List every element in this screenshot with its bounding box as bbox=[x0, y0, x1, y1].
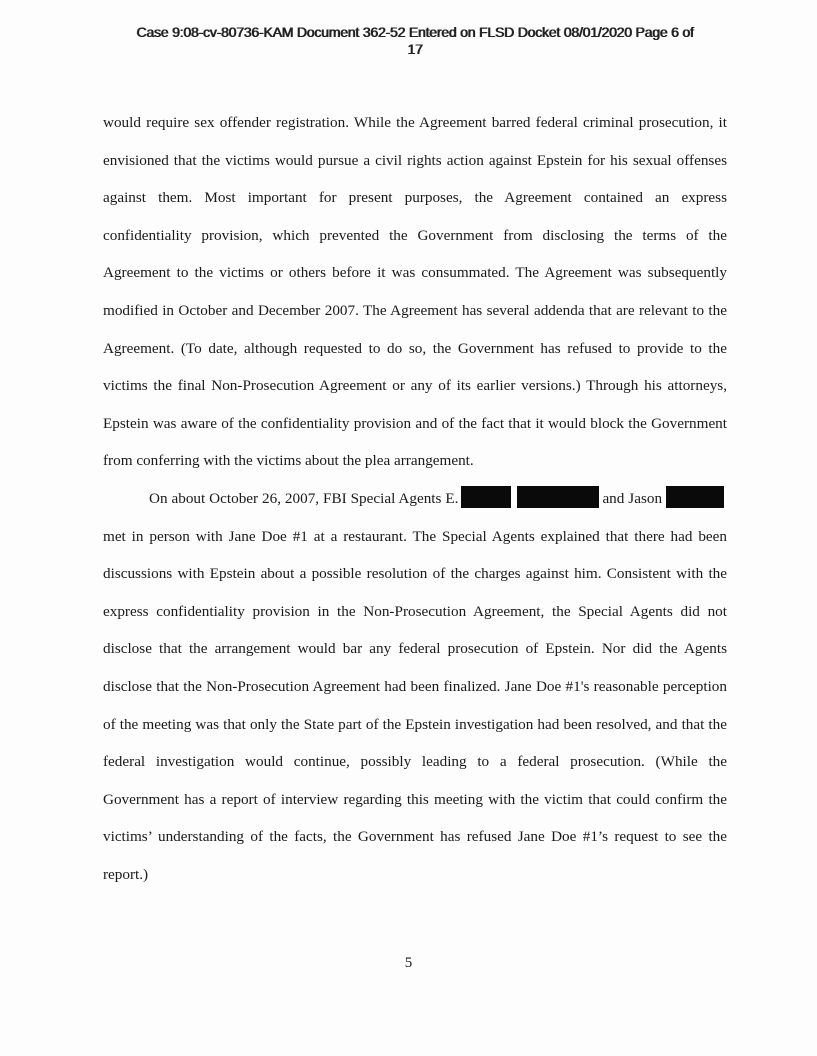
paragraph-2-start: On about October 26, 2007, FBI Special Agents E. bbox=[149, 489, 459, 507]
page-number: 5 bbox=[404, 955, 413, 971]
redaction-block bbox=[666, 486, 724, 508]
paragraph-2-rest: met in person with Jane Doe #1 at a restaurant. The Special Agents explained that there had been discussions with Epstein about a possible resolution of the charges against him. Consistent with the express confidentiality provision in the Non-Prosecution Agreement, the Special Agents did not disclose that the arrangement would bar any federal prosecution of Epstein. Nor did the Agents disclose that the Non-Prosecution Agreement had been finalized. Jane Doe #1's reasonable perception of the meeting was that only the State part of the Epstein investigation had been resolved, and that the federal investigation would continue, possibly leading to a federal prosecution. (While the Government has a report of interview regarding this meeting with the victim that could confirm the victims’ understanding of the facts, the Government has refused Jane Doe #1’s request to see the report.) bbox=[103, 527, 727, 883]
paragraph-1: would require sex offender registration. While the Agreement barred federal criminal prosecution, it envisioned that the victims would pursue a civil rights action against Epstein for his sexual offenses against them. Most important for present purposes, the Agreement contained an express confidentiality provision, which prevented the Government from disclosing the terms of the Agreement to the victims or others before it was consummated. The Agreement was subsequently modified in October and December 2007. The Agreement has several addenda that are relevant to the Agreement. (To date, although requested to do so, the Government has refused to provide to the victims the final Non-Prosecution Agreement or any of its earlier versions.) Through his attorneys, Epstein was aware of the confidentiality provision and of the fact that it would block the Government from conferring with the victims about the plea arrangement. bbox=[103, 114, 727, 470]
redaction-block bbox=[461, 486, 511, 508]
court-filing-stamp bbox=[70, 24, 760, 57]
stamp-line-2: 17 bbox=[407, 41, 423, 57]
document-body bbox=[103, 104, 727, 893]
stamp-line-1: Case 9:08-cv-80736-KAM Document 362-52 Entered on FLSD Docket 08/01/2020 Page 6 of bbox=[136, 24, 694, 40]
paragraph-2 bbox=[103, 480, 727, 894]
redaction-block bbox=[517, 486, 599, 508]
paragraph-2-mid: and Jason bbox=[602, 489, 663, 507]
